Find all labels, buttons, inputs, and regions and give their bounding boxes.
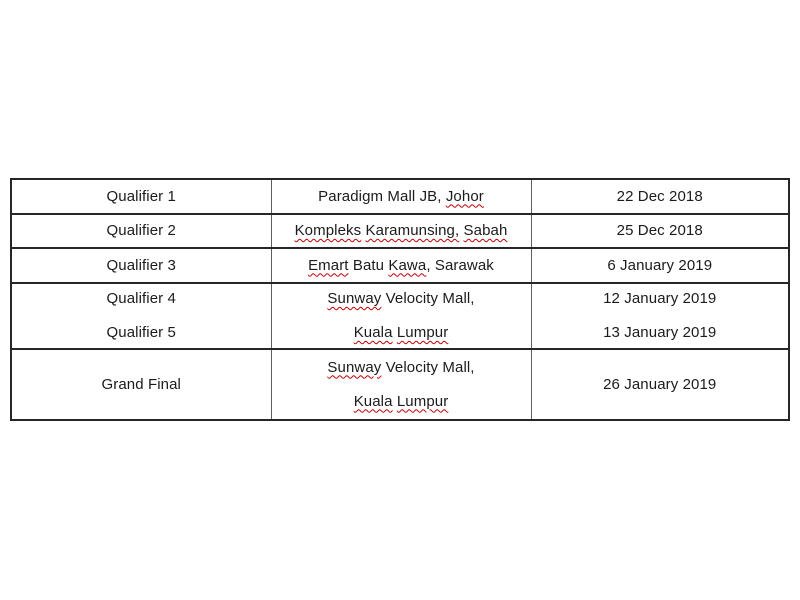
- event-text-line: [12, 323, 271, 343]
- venue-text-line: [272, 289, 531, 309]
- venue-cell[interactable]: [271, 214, 531, 248]
- text-segment: Grand Final: [101, 375, 181, 393]
- venue-cell[interactable]: [271, 179, 531, 214]
- text-segment: Qualifier 3: [106, 256, 176, 274]
- text-segment: Qualifier 1: [106, 187, 176, 205]
- date-cell[interactable]: [531, 283, 789, 349]
- misspelled-word: Johor: [445, 187, 484, 205]
- text-segment: Batu: [348, 256, 389, 274]
- misspelled-word: Lumpur: [396, 392, 449, 410]
- event-text-line: [12, 256, 271, 276]
- event-cell[interactable]: [11, 349, 271, 420]
- event-text-line: [12, 289, 271, 309]
- text-segment: 12 January 2019: [603, 290, 717, 307]
- event-text-line: [12, 375, 271, 395]
- misspelled-word: Emart: [308, 256, 349, 274]
- venue-text-line: [272, 323, 531, 343]
- text-segment: 26 January 2019: [603, 375, 717, 393]
- venue-text-line: [272, 256, 531, 276]
- event-cell[interactable]: [11, 283, 271, 349]
- date-cell[interactable]: [531, 349, 789, 420]
- date-text-line: [532, 256, 789, 276]
- date-cell[interactable]: [531, 179, 789, 214]
- venue-text-line: [272, 221, 531, 241]
- event-cell[interactable]: [11, 179, 271, 214]
- table-row: [11, 349, 789, 420]
- table-row: [11, 248, 789, 283]
- table-row: [11, 214, 789, 248]
- venue-text-line: [272, 187, 531, 207]
- misspelled-word: Kuala: [353, 324, 393, 341]
- date-cell[interactable]: [531, 248, 789, 283]
- text-segment: Velocity Mall,: [381, 358, 475, 376]
- venue-cell[interactable]: [271, 349, 531, 420]
- venue-cell[interactable]: [271, 248, 531, 283]
- misspelled-word: Sunway: [327, 290, 382, 307]
- text-segment: 25 Dec 2018: [616, 222, 703, 239]
- text-segment: 13 January 2019: [603, 324, 717, 341]
- event-cell[interactable]: [11, 214, 271, 248]
- text-segment: Paradigm Mall JB,: [318, 187, 446, 205]
- misspelled-word: Kompleks: [294, 222, 362, 239]
- misspelled-word: Kuala: [353, 392, 393, 410]
- text-segment: , Sarawak: [426, 256, 494, 274]
- text-segment: 6 January 2019: [607, 256, 713, 274]
- date-text-line: [532, 323, 789, 343]
- table-row: [11, 179, 789, 214]
- misspelled-word: Kawa: [388, 256, 427, 274]
- text-segment: Qualifier 4: [106, 290, 176, 307]
- table-row: [11, 283, 789, 349]
- event-text-line: [12, 221, 271, 241]
- date-text-line: [532, 221, 789, 241]
- misspelled-word: Sunway: [327, 358, 382, 376]
- date-text-line: [532, 375, 789, 395]
- event-cell[interactable]: [11, 248, 271, 283]
- date-cell[interactable]: [531, 214, 789, 248]
- text-segment: Qualifier 5: [106, 324, 176, 341]
- misspelled-word: Karamunsing,: [365, 222, 460, 239]
- event-text-line: [12, 187, 271, 207]
- venue-cell[interactable]: [271, 283, 531, 349]
- misspelled-word: Sabah: [463, 222, 508, 239]
- venue-text-line: [272, 358, 531, 378]
- text-segment: Qualifier 2: [106, 222, 176, 239]
- venue-text-line: [272, 392, 531, 412]
- date-text-line: [532, 187, 789, 207]
- event-schedule-table: [10, 178, 790, 421]
- text-segment: Velocity Mall,: [381, 290, 475, 307]
- schedule-table-body: [11, 179, 789, 420]
- misspelled-word: Lumpur: [396, 324, 449, 341]
- text-segment: 22 Dec 2018: [616, 187, 703, 205]
- date-text-line: [532, 289, 789, 309]
